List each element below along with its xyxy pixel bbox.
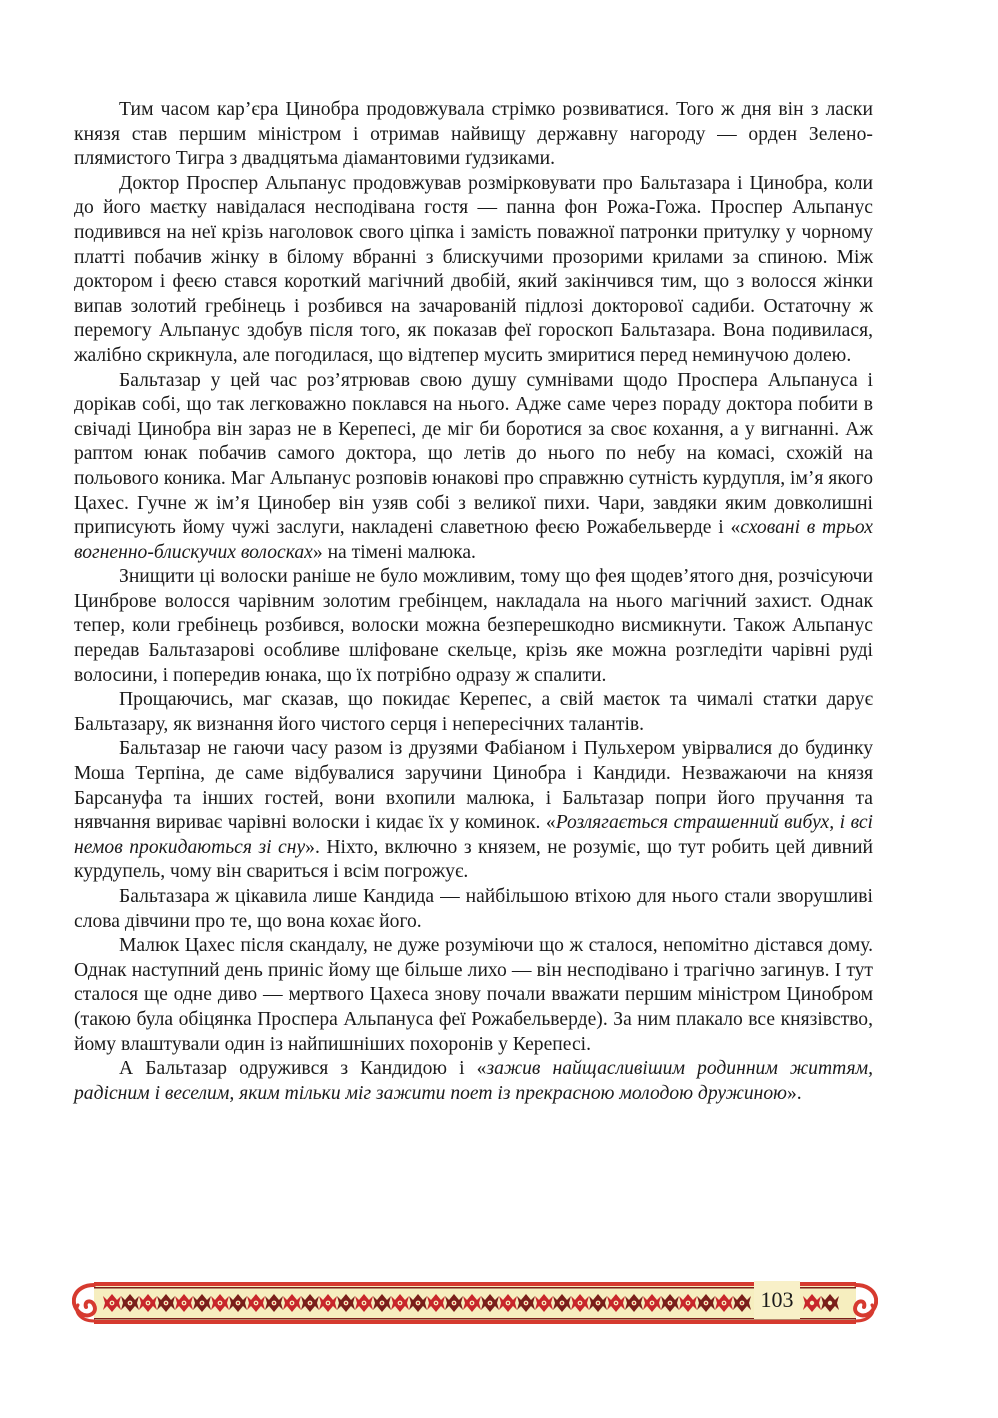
text-run: Тим часом кар’єра Цинобра продовжувала стрімко розвиватися. Того ж дня він з ласки князя став першим міністром і отримав найвищу державну нагороду — орден Зелено-плямистого Тигра з двадцятьма діамантовими ґудзиками.: [74, 99, 873, 170]
text-run: Доктор Проспер Альпанус продовжував розмірковувати про Бальтазара і Цинобра, коли до його маєтку навідалася несподівана гостя — панна фон Рожа-Гожа. Проспер Альпанус подивився на неї крізь наголовок свого ціпка і замість поважної патронки притулку у чорному платті побачив жінку в білому вбранні з блискучими прозорими крилами за спиною. Між доктором і феєю стався короткий магічний двобій, який закінчився тим, що з волосся жінки випав золотий гребінець і розбився на зачарованій підлозі докторової садиби. Остаточну ж перемогу Альпанус здобув після того, як показав феї гороскоп Бальтазара. Вона подивилася, жалібно скрикнула, але погодилася, що відтепер мусить змиритися перед неминучою долею.: [74, 172, 873, 366]
paragraph: [74, 737, 873, 885]
text-run: Малюк Цахес після скандалу, не дуже розуміючи що ж сталося, непомітно дістався дому. Однак наступний день приніс йому ще більше лихо — він несподівано і трагічно загинув. І тут сталося ще одне диво — мертвого Цахеса знову почали вважати першим міністром Цинобром (такою була обіцянка Проспера Альпануса феї Рожабельверде). За ним плакало все князівство, йому влаштували один із найпишніших похоронів у Керепесі.: [74, 935, 873, 1055]
text-run: Бальтазара ж цікавила лише Кандида — найбільшою втіхою для нього стали зворушливі слова дівчини про те, що вона кохає його.: [74, 886, 873, 932]
text-run: Прощаючись, маг сказав, що покидає Керепес, а свій маєток та чималі статки дарує Бальтазару, як визнання його чистого серця і непересічних талантів.: [74, 689, 873, 735]
paragraph: [74, 98, 873, 172]
paragraph: [74, 885, 873, 934]
italic-quote: сховані в трьох вогненно-блискучих волосках: [74, 517, 873, 563]
text-run: ». Ніхто, включно з князем, не розуміє, що тут робить цей дивний курдупель, чому він свариться і всім погрожує.: [74, 836, 873, 883]
text-run: Знищити ці волоски раніше не було можливим, тому що фея щодев’ятого дня, розчісуючи Цинброве волосся чарівним золотим гребінцем, накладала на нього магічний захист. Однак тепер, коли гребінець розбився, волоски можна безперешкодно висмикнути. Також Альпанус передав Бальтазарові особливе шліфоване скельце, крізь яке можна розгледіти чарівні руді волосини, і попередив юнака, що їх потрібно одразу ж спалити.: [74, 566, 873, 686]
text-run: » на тімені малюка.: [312, 541, 476, 563]
text-run: Бальтазар у цей час роз’ятрював свою душу сумнівами щодо Проспера Альпануса і дорікав собі, що так легковажно поклався на нього. Адже саме через пораду доктора побити в свічаді Цинобра він зараз не в Керепесі, де міг би боротися за своє кохання, а у вигнанні. Аж раптом юнак побачив самого доктора, що летів до нього по небу на комасі, схожій на польового коника. Маг Альпанус розповів юнакові про справжню сутність курдупля, ім’я якого Цахес. Гучне ж ім’я Цинобер він узяв собі з великої пихи. Чари, завдяки яким довколишні приписують йому чужі заслуги, накладені славетною феєю Рожабельверде і «: [74, 369, 873, 539]
paragraph: [74, 369, 873, 566]
paragraph: [74, 565, 873, 688]
paragraph: [74, 1057, 873, 1106]
paragraph: [74, 934, 873, 1057]
italic-quote: Розлягається страшенний вибух, і всі немов прокидаються зі сну: [74, 812, 873, 858]
page-number: 103: [754, 1281, 800, 1319]
text-run: ».: [786, 1082, 802, 1104]
italic-quote: зажив найщасливішим родинним життям, радісним і веселим, яким тільки міг зажити поет із прекрасною молодою дружиною: [74, 1058, 873, 1104]
paragraph: [74, 688, 873, 737]
text-run: Бальтазар не гаючи часу разом із друзями Фабіаном і Пульхером увірвалися до будинку Моша Терпіна, де саме відбувалися заручини Цинобра і Кандиди. Незважаючи на князя Барсануфа та інших гостей, вони вхопили малюка, і Бальтазар попри його пручання та нявчання вириває чарівні волоски і кидає їх у коминок. «: [74, 738, 873, 834]
text-run: А Бальтазар одружився з Кандидою і «: [119, 1058, 487, 1080]
paragraph: [74, 172, 873, 369]
body-text: [74, 98, 873, 1106]
